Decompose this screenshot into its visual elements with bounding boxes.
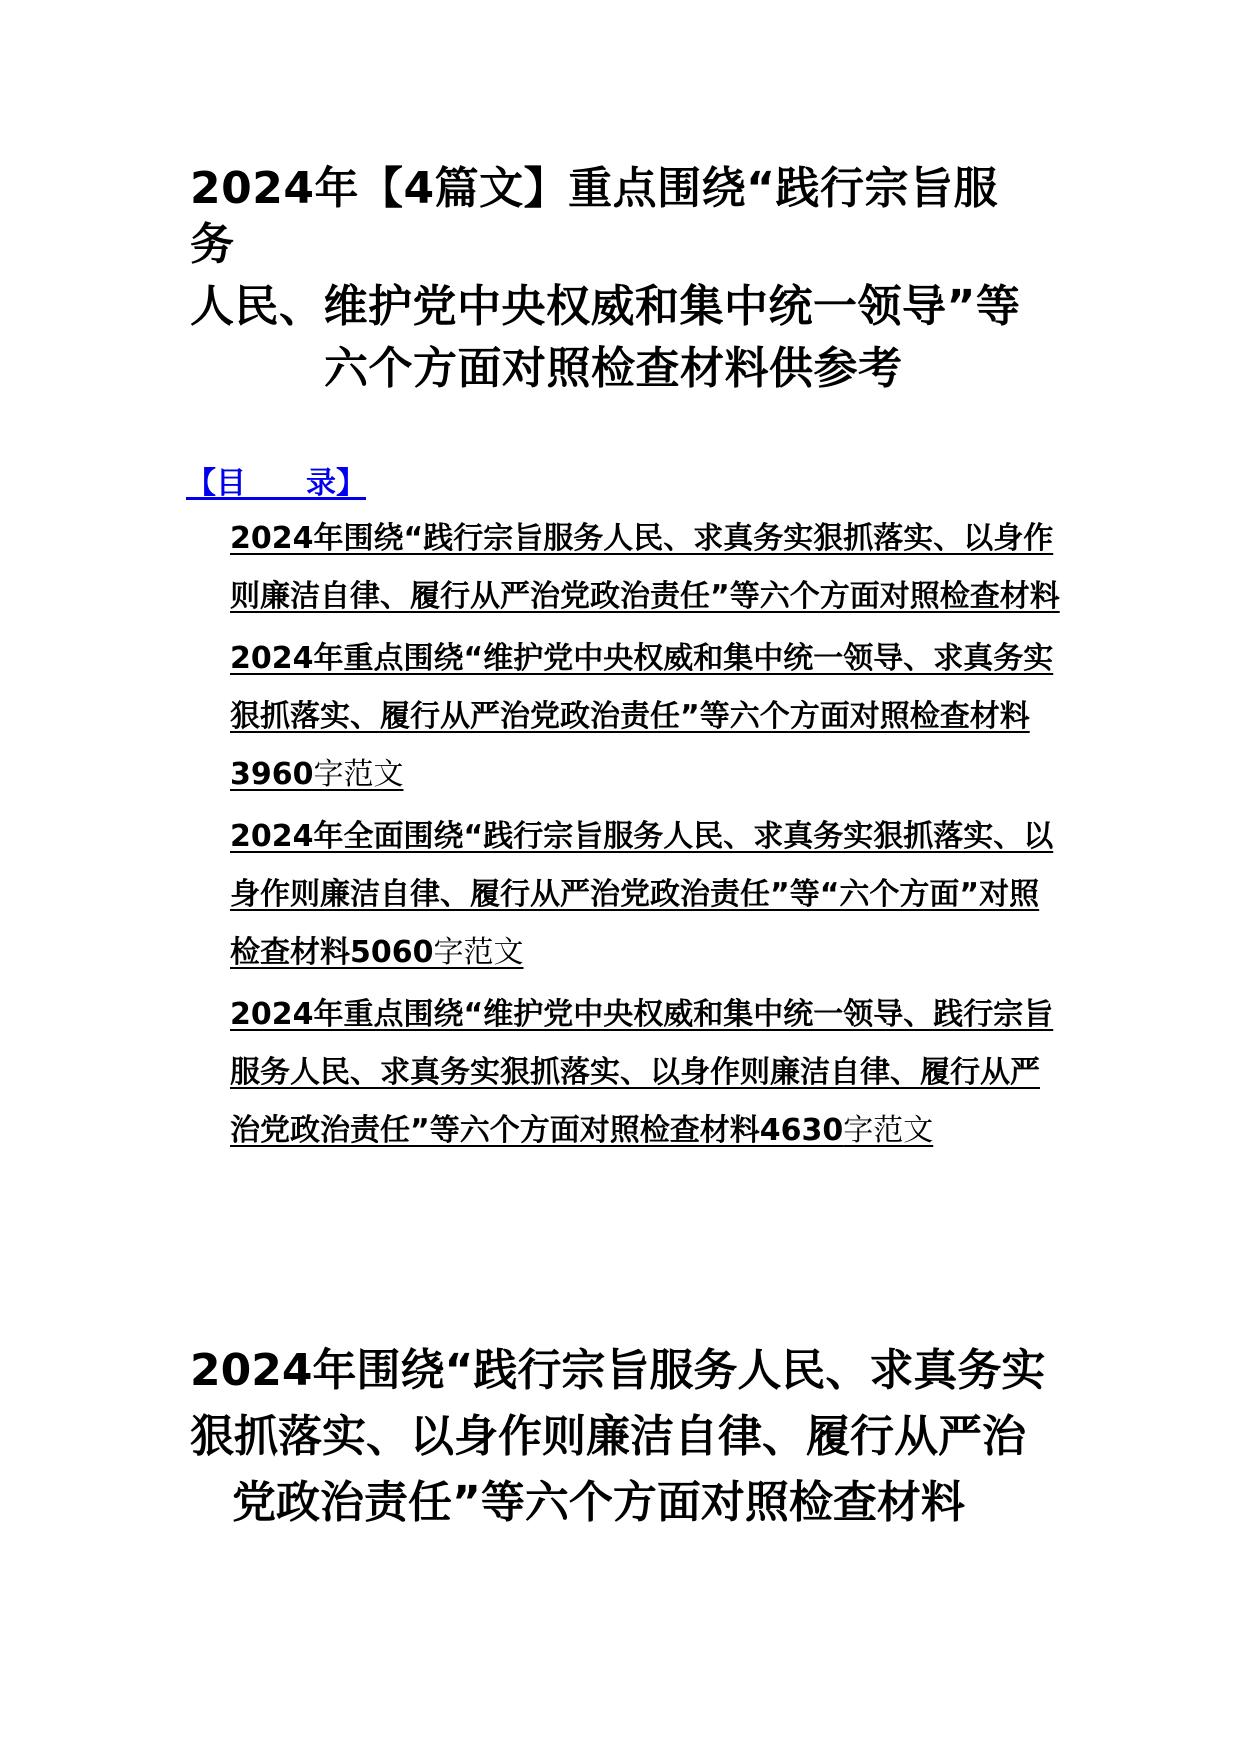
title-line-4: 六个方面对照检查材料供参考 [324, 343, 903, 394]
toc-entry-1[interactable]: 2024年围绕“践行宗旨服务人民、求真务实狠抓落实、以身作则廉洁自律、履行从严治党政治责任”等六个方面对照检查材料 [230, 521, 1060, 614]
toc-entry-3[interactable]: 2024年全面围绕“践行宗旨服务人民、求真务实狠抓落实、以身作则廉洁自律、履行从严治党政治责任”等“六个方面”对照检查材料5060字范文 [230, 819, 1054, 970]
title-line-2: 务 [190, 219, 235, 270]
title-line-1: 2024年【4篇文】重点围绕“践行宗旨服 [190, 163, 998, 214]
document-title [190, 158, 1070, 400]
table-of-contents [230, 510, 1060, 1160]
section-heading-line-3: 党政治责任”等六个方面对照检查材料 [232, 1477, 965, 1528]
title-line-3: 人民、维护党中央权威和集中统一领导”等 [190, 281, 1021, 332]
toc-heading-link[interactable]: 【目 录】 [186, 466, 366, 501]
section-heading-line-1: 2024年围绕“践行宗旨服务人民、求真务实 [190, 1345, 1046, 1396]
section-heading-line-2: 狠抓落实、以身作则廉洁自律、履行从严治 [190, 1411, 1026, 1462]
toc-entry-4[interactable]: 2024年重点围绕“维护党中央权威和集中统一领导、践行宗旨服务人民、求真务实狠抓落实、以身作则廉洁自律、履行从严治党政治责任”等六个方面对照检查材料4630字范文 [230, 997, 1054, 1148]
toc-entry-2[interactable]: 2024年重点围绕“维护党中央权威和集中统一领导、求真务实狠抓落实、履行从严治党政治责任”等六个方面对照检查材料3960字范文 [230, 641, 1054, 792]
section-heading [190, 1338, 1070, 1536]
